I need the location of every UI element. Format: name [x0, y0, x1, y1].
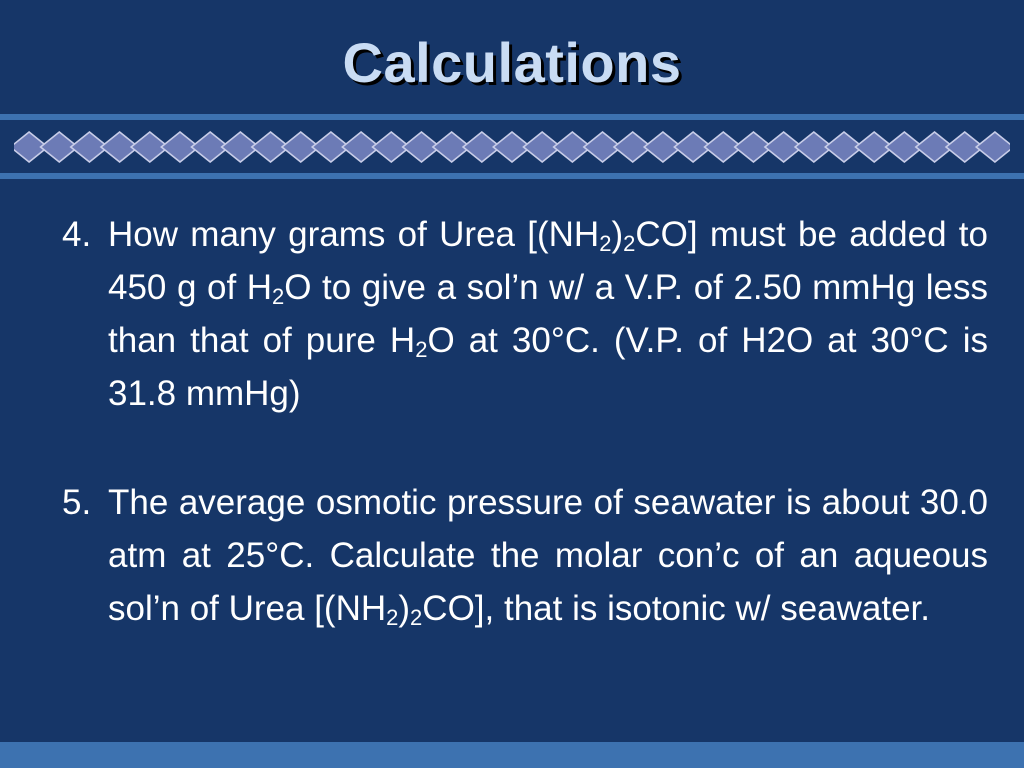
bottom-band: [0, 742, 1024, 768]
problem-text: CO], that is isotonic w/ seawater.: [422, 589, 931, 628]
top-divider-line: [0, 114, 1024, 120]
problem-text: ): [398, 589, 411, 628]
subscript: 2: [623, 231, 636, 256]
slide-title: Calculations: [342, 31, 682, 94]
problem-number: 5.: [62, 483, 92, 522]
bottom-divider-line: [0, 173, 1024, 179]
problem-text: ): [611, 215, 624, 254]
subscript: 2: [410, 605, 423, 630]
problem-number: 4.: [62, 215, 92, 254]
problem-text: How many grams of Urea [(NH: [108, 215, 600, 254]
slide-body: [62, 208, 988, 635]
subscript: 2: [599, 231, 612, 256]
subscript: 2: [272, 284, 285, 309]
problem-text: CO] must be added to 450 g of H: [108, 215, 988, 307]
diamond-shape: [976, 132, 1010, 162]
subscript: 2: [415, 337, 428, 362]
problem-5: [62, 476, 988, 635]
diamond-chain-divider: [14, 131, 1010, 163]
subscript: 2: [386, 605, 399, 630]
problem-4: [62, 208, 988, 420]
problem-text: The average osmotic pressure of seawater is about 30.0 atm at 25°C. Calculate the molar con’c of an aqueous sol’n of Urea [(NH: [108, 483, 988, 628]
problem-text: O at 30°C. (V.P. of H2O at 30°C is 31.8 mmHg): [108, 321, 988, 413]
problem-text: O to give a sol’n w/ a V.P. of 2.50 mmHg less than that of pure H: [108, 268, 988, 360]
